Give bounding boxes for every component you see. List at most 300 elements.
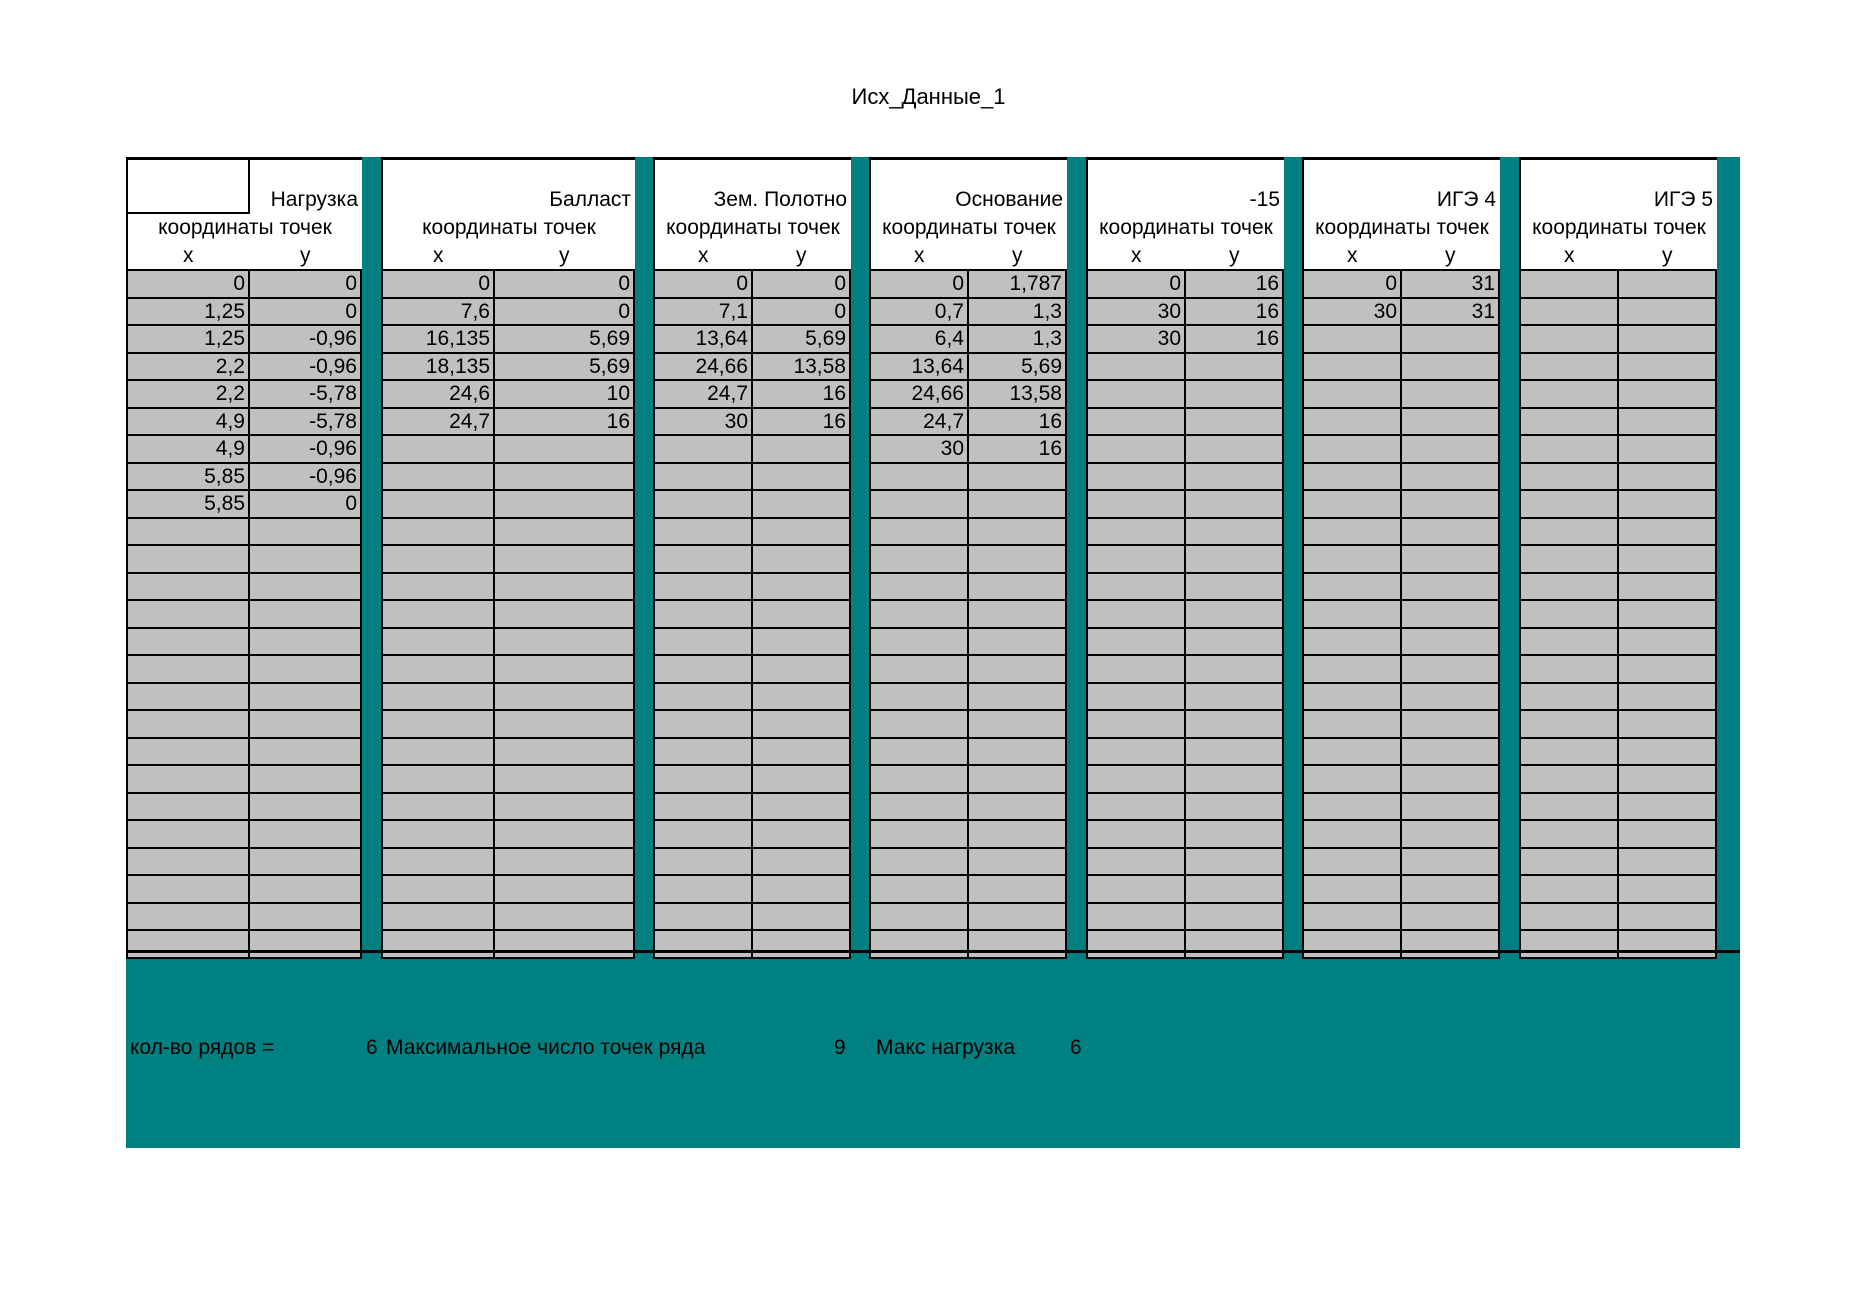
x-cell[interactable] (1304, 326, 1402, 352)
x-cell[interactable] (383, 601, 495, 627)
x-cell[interactable] (655, 876, 753, 902)
y-cell[interactable]: 13,58 (753, 354, 851, 380)
x-cell[interactable] (383, 546, 495, 572)
y-cell[interactable]: 5,69 (495, 354, 635, 380)
x-cell[interactable] (1521, 684, 1619, 710)
x-cell[interactable]: 5,85 (128, 491, 250, 517)
y-cell[interactable] (495, 904, 635, 930)
y-cell[interactable] (753, 656, 851, 682)
x-cell[interactable] (871, 519, 969, 545)
x-cell[interactable] (128, 849, 250, 875)
y-cell[interactable]: 16 (1186, 326, 1284, 352)
x-cell[interactable] (871, 656, 969, 682)
y-cell[interactable] (1402, 711, 1500, 737)
y-cell[interactable] (753, 821, 851, 847)
x-cell[interactable] (655, 491, 753, 517)
y-cell[interactable] (1186, 766, 1284, 792)
y-cell[interactable] (1186, 821, 1284, 847)
y-cell[interactable] (1619, 464, 1717, 490)
y-cell[interactable] (1402, 354, 1500, 380)
x-cell[interactable]: 7,1 (655, 299, 753, 325)
series-name[interactable]: Зем. Полотно (713, 188, 847, 211)
x-cell[interactable] (1088, 766, 1186, 792)
x-cell[interactable]: 1,25 (128, 326, 250, 352)
y-cell[interactable]: -0,96 (250, 354, 362, 380)
y-cell[interactable] (250, 574, 362, 600)
x-cell[interactable] (1304, 491, 1402, 517)
x-cell[interactable] (871, 601, 969, 627)
y-cell[interactable] (495, 601, 635, 627)
y-cell[interactable] (250, 711, 362, 737)
x-cell[interactable] (1521, 656, 1619, 682)
y-cell[interactable] (1402, 684, 1500, 710)
y-cell[interactable] (1619, 766, 1717, 792)
x-cell[interactable] (1088, 711, 1186, 737)
x-cell[interactable]: 7,6 (383, 299, 495, 325)
x-cell[interactable]: 24,66 (655, 354, 753, 380)
y-cell[interactable] (969, 601, 1067, 627)
y-cell[interactable] (250, 794, 362, 820)
y-cell[interactable] (753, 876, 851, 902)
x-cell[interactable] (1304, 794, 1402, 820)
x-cell[interactable]: 6,4 (871, 326, 969, 352)
y-cell[interactable] (1186, 574, 1284, 600)
y-cell[interactable] (1186, 711, 1284, 737)
series-name[interactable]: Основание (955, 188, 1063, 211)
y-cell[interactable]: 0 (250, 299, 362, 325)
x-cell[interactable] (655, 629, 753, 655)
y-cell[interactable] (1186, 491, 1284, 517)
y-cell[interactable] (1186, 409, 1284, 435)
x-cell[interactable] (1304, 436, 1402, 462)
x-cell[interactable] (1088, 821, 1186, 847)
y-cell[interactable] (1402, 326, 1500, 352)
x-cell[interactable] (383, 436, 495, 462)
y-cell[interactable] (1186, 519, 1284, 545)
x-cell[interactable] (128, 684, 250, 710)
x-cell[interactable]: 30 (1304, 299, 1402, 325)
x-cell[interactable] (128, 739, 250, 765)
y-cell[interactable] (1402, 519, 1500, 545)
y-cell[interactable] (1619, 519, 1717, 545)
x-cell[interactable] (1304, 656, 1402, 682)
y-cell[interactable] (1402, 629, 1500, 655)
x-cell[interactable]: 24,7 (383, 409, 495, 435)
y-cell[interactable] (969, 629, 1067, 655)
y-cell[interactable] (969, 491, 1067, 517)
x-cell[interactable]: 13,64 (655, 326, 753, 352)
y-cell[interactable] (495, 656, 635, 682)
y-cell[interactable] (250, 821, 362, 847)
y-cell[interactable]: 16 (1186, 299, 1284, 325)
y-cell[interactable] (1402, 464, 1500, 490)
x-cell[interactable] (655, 739, 753, 765)
y-cell[interactable] (753, 904, 851, 930)
x-cell[interactable] (128, 546, 250, 572)
y-cell[interactable] (250, 766, 362, 792)
x-cell[interactable] (1521, 409, 1619, 435)
y-cell[interactable] (1402, 546, 1500, 572)
x-cell[interactable] (1521, 766, 1619, 792)
y-cell[interactable] (495, 876, 635, 902)
x-cell[interactable] (383, 629, 495, 655)
y-cell[interactable]: 1,787 (969, 271, 1067, 297)
y-cell[interactable] (1186, 601, 1284, 627)
x-cell[interactable] (1088, 354, 1186, 380)
y-cell[interactable] (495, 766, 635, 792)
y-cell[interactable]: 5,69 (495, 326, 635, 352)
rows-count-value[interactable]: 6 (366, 1036, 378, 1059)
y-cell[interactable]: 0 (250, 491, 362, 517)
x-cell[interactable] (655, 546, 753, 572)
y-cell[interactable] (1619, 711, 1717, 737)
x-cell[interactable] (1088, 436, 1186, 462)
y-cell[interactable]: 10 (495, 381, 635, 407)
x-cell[interactable] (1088, 876, 1186, 902)
x-cell[interactable] (1304, 821, 1402, 847)
x-cell[interactable] (1304, 629, 1402, 655)
x-cell[interactable]: 13,64 (871, 354, 969, 380)
x-cell[interactable] (383, 849, 495, 875)
x-cell[interactable] (1304, 766, 1402, 792)
series-name[interactable]: Нагрузка (270, 188, 358, 211)
x-cell[interactable] (1521, 629, 1619, 655)
y-cell[interactable] (1619, 904, 1717, 930)
x-cell[interactable] (655, 656, 753, 682)
y-cell[interactable] (1619, 409, 1717, 435)
y-cell[interactable] (250, 519, 362, 545)
y-cell[interactable] (969, 904, 1067, 930)
x-cell[interactable] (128, 629, 250, 655)
y-cell[interactable] (1619, 739, 1717, 765)
x-cell[interactable]: 4,9 (128, 409, 250, 435)
y-cell[interactable] (1619, 326, 1717, 352)
y-cell[interactable] (250, 601, 362, 627)
x-cell[interactable] (128, 601, 250, 627)
y-cell[interactable] (969, 684, 1067, 710)
y-cell[interactable] (1186, 739, 1284, 765)
x-cell[interactable]: 30 (1088, 299, 1186, 325)
x-cell[interactable]: 24,66 (871, 381, 969, 407)
y-cell[interactable] (1402, 656, 1500, 682)
y-cell[interactable] (250, 546, 362, 572)
series-name[interactable]: ИГЭ 4 (1436, 188, 1496, 211)
x-cell[interactable] (655, 766, 753, 792)
x-cell[interactable] (1088, 904, 1186, 930)
y-cell[interactable] (969, 519, 1067, 545)
series-name[interactable]: -15 (1249, 188, 1280, 211)
x-cell[interactable] (1088, 739, 1186, 765)
x-cell[interactable] (128, 876, 250, 902)
x-cell[interactable]: 30 (655, 409, 753, 435)
y-cell[interactable] (1186, 464, 1284, 490)
x-cell[interactable]: 0 (655, 271, 753, 297)
y-cell[interactable] (1402, 821, 1500, 847)
y-cell[interactable] (495, 821, 635, 847)
y-cell[interactable] (1186, 546, 1284, 572)
series-name[interactable]: Балласт (549, 188, 631, 211)
x-cell[interactable] (1521, 711, 1619, 737)
x-cell[interactable]: 30 (871, 436, 969, 462)
x-cell[interactable] (1521, 326, 1619, 352)
x-cell[interactable]: 18,135 (383, 354, 495, 380)
y-cell[interactable] (753, 601, 851, 627)
y-cell[interactable] (1619, 354, 1717, 380)
x-cell[interactable] (871, 904, 969, 930)
y-cell[interactable] (1402, 739, 1500, 765)
x-cell[interactable] (1521, 299, 1619, 325)
x-cell[interactable] (128, 519, 250, 545)
x-cell[interactable] (1304, 354, 1402, 380)
y-cell[interactable] (495, 711, 635, 737)
x-cell[interactable] (655, 464, 753, 490)
x-cell[interactable] (1088, 684, 1186, 710)
x-cell[interactable] (1088, 794, 1186, 820)
y-cell[interactable] (1186, 849, 1284, 875)
x-cell[interactable] (1521, 381, 1619, 407)
y-cell[interactable] (1619, 574, 1717, 600)
y-cell[interactable] (753, 519, 851, 545)
x-cell[interactable] (1088, 519, 1186, 545)
y-cell[interactable] (969, 574, 1067, 600)
y-cell[interactable] (1619, 849, 1717, 875)
y-cell[interactable] (250, 629, 362, 655)
y-cell[interactable] (250, 739, 362, 765)
y-cell[interactable]: 16 (969, 436, 1067, 462)
x-cell[interactable] (871, 739, 969, 765)
x-cell[interactable] (1304, 601, 1402, 627)
y-cell[interactable] (1186, 904, 1284, 930)
corner-cell[interactable] (128, 160, 250, 214)
x-cell[interactable] (1521, 794, 1619, 820)
x-cell[interactable] (1088, 464, 1186, 490)
y-cell[interactable]: 16 (753, 381, 851, 407)
y-cell[interactable] (753, 684, 851, 710)
y-cell[interactable] (969, 849, 1067, 875)
x-cell[interactable] (1521, 354, 1619, 380)
max-load-value[interactable]: 6 (1070, 1036, 1082, 1059)
y-cell[interactable]: 1,3 (969, 326, 1067, 352)
x-cell[interactable] (128, 904, 250, 930)
y-cell[interactable] (1186, 876, 1284, 902)
x-cell[interactable] (128, 821, 250, 847)
x-cell[interactable]: 1,25 (128, 299, 250, 325)
y-cell[interactable] (1619, 546, 1717, 572)
x-cell[interactable] (1521, 436, 1619, 462)
y-cell[interactable] (1402, 436, 1500, 462)
y-cell[interactable] (250, 684, 362, 710)
y-cell[interactable] (969, 711, 1067, 737)
y-cell[interactable] (495, 519, 635, 545)
x-cell[interactable] (383, 656, 495, 682)
x-cell[interactable] (655, 601, 753, 627)
x-cell[interactable] (1088, 381, 1186, 407)
x-cell[interactable] (383, 794, 495, 820)
y-cell[interactable] (753, 766, 851, 792)
y-cell[interactable] (969, 794, 1067, 820)
x-cell[interactable] (383, 821, 495, 847)
y-cell[interactable] (1619, 821, 1717, 847)
x-cell[interactable] (1088, 601, 1186, 627)
x-cell[interactable] (1521, 546, 1619, 572)
y-cell[interactable]: 16 (495, 409, 635, 435)
y-cell[interactable]: -0,96 (250, 464, 362, 490)
x-cell[interactable] (871, 546, 969, 572)
y-cell[interactable] (495, 546, 635, 572)
x-cell[interactable] (871, 849, 969, 875)
x-cell[interactable] (1088, 491, 1186, 517)
y-cell[interactable] (495, 629, 635, 655)
y-cell[interactable] (495, 739, 635, 765)
x-cell[interactable] (871, 574, 969, 600)
x-cell[interactable] (1304, 546, 1402, 572)
x-cell[interactable] (871, 464, 969, 490)
y-cell[interactable] (1186, 381, 1284, 407)
x-cell[interactable] (383, 464, 495, 490)
x-cell[interactable] (383, 739, 495, 765)
y-cell[interactable] (753, 629, 851, 655)
x-cell[interactable] (1304, 574, 1402, 600)
x-cell[interactable] (655, 574, 753, 600)
x-cell[interactable]: 24,6 (383, 381, 495, 407)
x-cell[interactable]: 0 (128, 271, 250, 297)
y-cell[interactable]: 31 (1402, 271, 1500, 297)
y-cell[interactable] (495, 794, 635, 820)
y-cell[interactable] (1619, 271, 1717, 297)
y-cell[interactable] (1402, 849, 1500, 875)
max-points-value[interactable]: 9 (834, 1036, 846, 1059)
y-cell[interactable] (753, 849, 851, 875)
x-cell[interactable] (1521, 739, 1619, 765)
x-cell[interactable] (1304, 849, 1402, 875)
y-cell[interactable] (1186, 436, 1284, 462)
x-cell[interactable] (1088, 409, 1186, 435)
y-cell[interactable] (969, 876, 1067, 902)
x-cell[interactable] (871, 794, 969, 820)
x-cell[interactable] (128, 794, 250, 820)
x-cell[interactable] (871, 684, 969, 710)
y-cell[interactable] (753, 464, 851, 490)
y-cell[interactable] (1186, 629, 1284, 655)
y-cell[interactable] (1402, 409, 1500, 435)
x-cell[interactable]: 0 (383, 271, 495, 297)
x-cell[interactable]: 5,85 (128, 464, 250, 490)
y-cell[interactable] (1619, 794, 1717, 820)
y-cell[interactable] (753, 491, 851, 517)
x-cell[interactable] (1521, 491, 1619, 517)
y-cell[interactable] (1619, 876, 1717, 902)
x-cell[interactable] (383, 766, 495, 792)
y-cell[interactable]: -0,96 (250, 326, 362, 352)
x-cell[interactable] (1088, 849, 1186, 875)
x-cell[interactable] (1521, 821, 1619, 847)
x-cell[interactable] (871, 491, 969, 517)
x-cell[interactable]: 16,135 (383, 326, 495, 352)
y-cell[interactable] (495, 464, 635, 490)
y-cell[interactable] (1402, 766, 1500, 792)
y-cell[interactable] (495, 491, 635, 517)
series-name[interactable]: ИГЭ 5 (1653, 188, 1713, 211)
x-cell[interactable] (655, 684, 753, 710)
x-cell[interactable] (1304, 904, 1402, 930)
y-cell[interactable] (753, 546, 851, 572)
x-cell[interactable] (1088, 546, 1186, 572)
y-cell[interactable]: 16 (753, 409, 851, 435)
y-cell[interactable] (495, 684, 635, 710)
y-cell[interactable] (1186, 684, 1284, 710)
x-cell[interactable]: 2,2 (128, 354, 250, 380)
x-cell[interactable] (655, 849, 753, 875)
y-cell[interactable] (969, 739, 1067, 765)
y-cell[interactable] (250, 876, 362, 902)
x-cell[interactable] (1521, 464, 1619, 490)
x-cell[interactable] (383, 711, 495, 737)
y-cell[interactable] (495, 849, 635, 875)
x-cell[interactable]: 0 (1304, 271, 1402, 297)
y-cell[interactable] (753, 436, 851, 462)
y-cell[interactable] (969, 821, 1067, 847)
x-cell[interactable] (655, 436, 753, 462)
y-cell[interactable] (1402, 794, 1500, 820)
y-cell[interactable] (1619, 381, 1717, 407)
x-cell[interactable]: 0 (1088, 271, 1186, 297)
x-cell[interactable] (383, 904, 495, 930)
x-cell[interactable] (1088, 574, 1186, 600)
x-cell[interactable] (655, 904, 753, 930)
y-cell[interactable] (1402, 601, 1500, 627)
y-cell[interactable] (969, 766, 1067, 792)
y-cell[interactable] (1186, 794, 1284, 820)
y-cell[interactable] (495, 574, 635, 600)
y-cell[interactable] (969, 546, 1067, 572)
x-cell[interactable] (1304, 876, 1402, 902)
x-cell[interactable] (128, 766, 250, 792)
x-cell[interactable] (383, 519, 495, 545)
x-cell[interactable] (655, 794, 753, 820)
x-cell[interactable] (655, 821, 753, 847)
y-cell[interactable] (1186, 354, 1284, 380)
x-cell[interactable] (1521, 574, 1619, 600)
x-cell[interactable]: 24,7 (871, 409, 969, 435)
y-cell[interactable] (250, 849, 362, 875)
y-cell[interactable] (1402, 381, 1500, 407)
x-cell[interactable] (1304, 519, 1402, 545)
y-cell[interactable] (753, 574, 851, 600)
x-cell[interactable] (1521, 601, 1619, 627)
y-cell[interactable] (1619, 299, 1717, 325)
x-cell[interactable] (1304, 381, 1402, 407)
y-cell[interactable] (753, 711, 851, 737)
y-cell[interactable] (753, 739, 851, 765)
x-cell[interactable]: 0,7 (871, 299, 969, 325)
y-cell[interactable]: 1,3 (969, 299, 1067, 325)
x-cell[interactable] (871, 629, 969, 655)
y-cell[interactable]: 31 (1402, 299, 1500, 325)
x-cell[interactable] (871, 876, 969, 902)
y-cell[interactable] (1186, 656, 1284, 682)
y-cell[interactable]: 16 (969, 409, 1067, 435)
x-cell[interactable] (871, 821, 969, 847)
y-cell[interactable] (495, 436, 635, 462)
y-cell[interactable] (969, 656, 1067, 682)
x-cell[interactable] (128, 574, 250, 600)
x-cell[interactable] (383, 491, 495, 517)
x-cell[interactable]: 0 (871, 271, 969, 297)
x-cell[interactable] (1088, 656, 1186, 682)
x-cell[interactable] (1304, 711, 1402, 737)
x-cell[interactable] (1088, 629, 1186, 655)
y-cell[interactable]: 5,69 (753, 326, 851, 352)
